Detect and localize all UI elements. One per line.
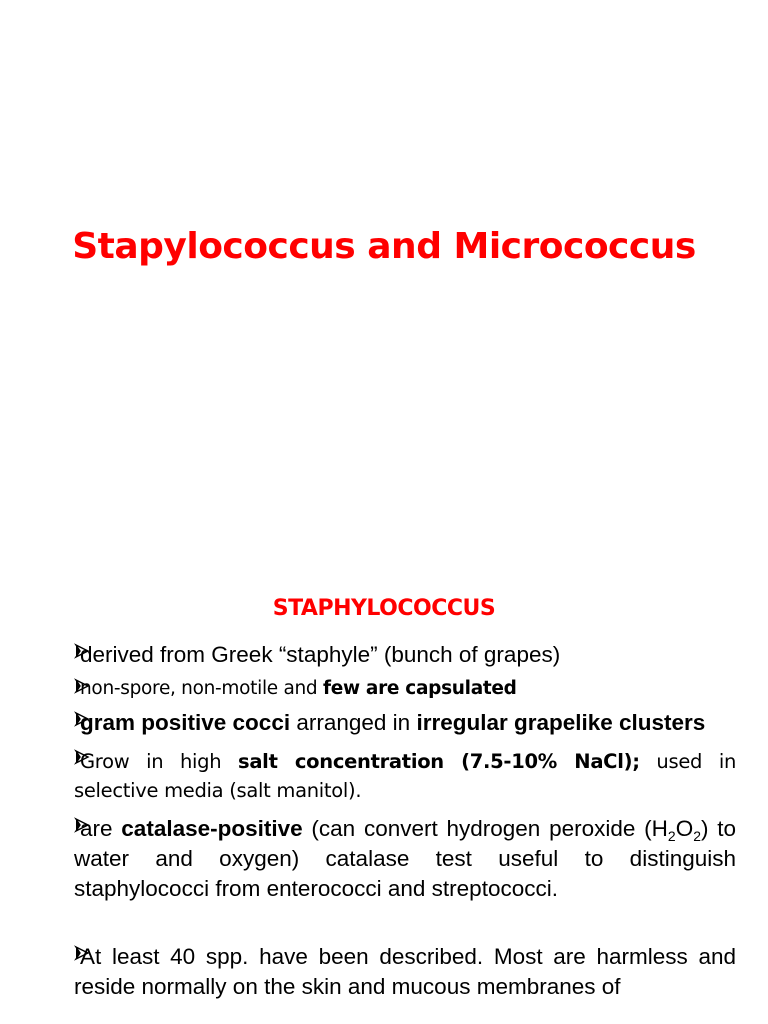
bullet-item-catalase-positive (74, 814, 736, 904)
bullet-text: non-spore, non-motile and (80, 678, 323, 699)
bullet-text: At least 40 spp. have been described. Most are harmless and reside normally on the skin and mucous membranes of (74, 944, 736, 999)
subscript-2: 2 (693, 827, 701, 844)
arrow-bullet-icon (74, 817, 90, 833)
bullet-text: used in selective media (salt manitol). (74, 750, 736, 802)
bullet-text: arranged in (290, 710, 417, 735)
arrow-bullet-icon (74, 711, 90, 727)
bullet-bold-text: irregular grapelike clusters (416, 710, 706, 735)
bullet-text: ) to water and oxygen) catalase test useful to distinguish staphylococci from enterococci and streptococci. (74, 816, 736, 901)
bullet-item-gram-positive (74, 708, 736, 738)
bullet-text: are (80, 816, 122, 841)
bullet-item-at-least-40-spp (74, 942, 736, 1002)
arrow-bullet-icon (74, 678, 90, 694)
bullet-text: Grow in high (80, 750, 239, 773)
bullet-item-salt-concentration (74, 747, 736, 805)
arrow-bullet-icon (74, 945, 90, 961)
bullet-item-derived-from-greek (74, 640, 736, 670)
slide-title: Stapylococcus and Micrococcus (72, 226, 696, 267)
bullet-item-non-spore (74, 676, 736, 702)
bullet-bold-text: few are capsulated (322, 678, 517, 699)
arrow-bullet-icon (74, 749, 90, 765)
arrow-bullet-icon (74, 643, 90, 659)
subscript-2: 2 (667, 827, 676, 844)
bullet-bold-text: catalase-positive (121, 816, 303, 841)
section-heading: STAPHYLOCOCCUS (272, 596, 496, 621)
bullet-bold-text: gram positive cocci (80, 710, 291, 735)
bullet-list (74, 640, 736, 1002)
bullet-text: derived from Greek “staphyle” (bunch of grapes) (80, 642, 561, 667)
bullet-text: (can convert hydrogen peroxide (H (302, 816, 668, 841)
bullet-text: O (675, 816, 694, 841)
bullet-bold-text: salt concentration (7.5-10% NaCl); (238, 750, 640, 773)
